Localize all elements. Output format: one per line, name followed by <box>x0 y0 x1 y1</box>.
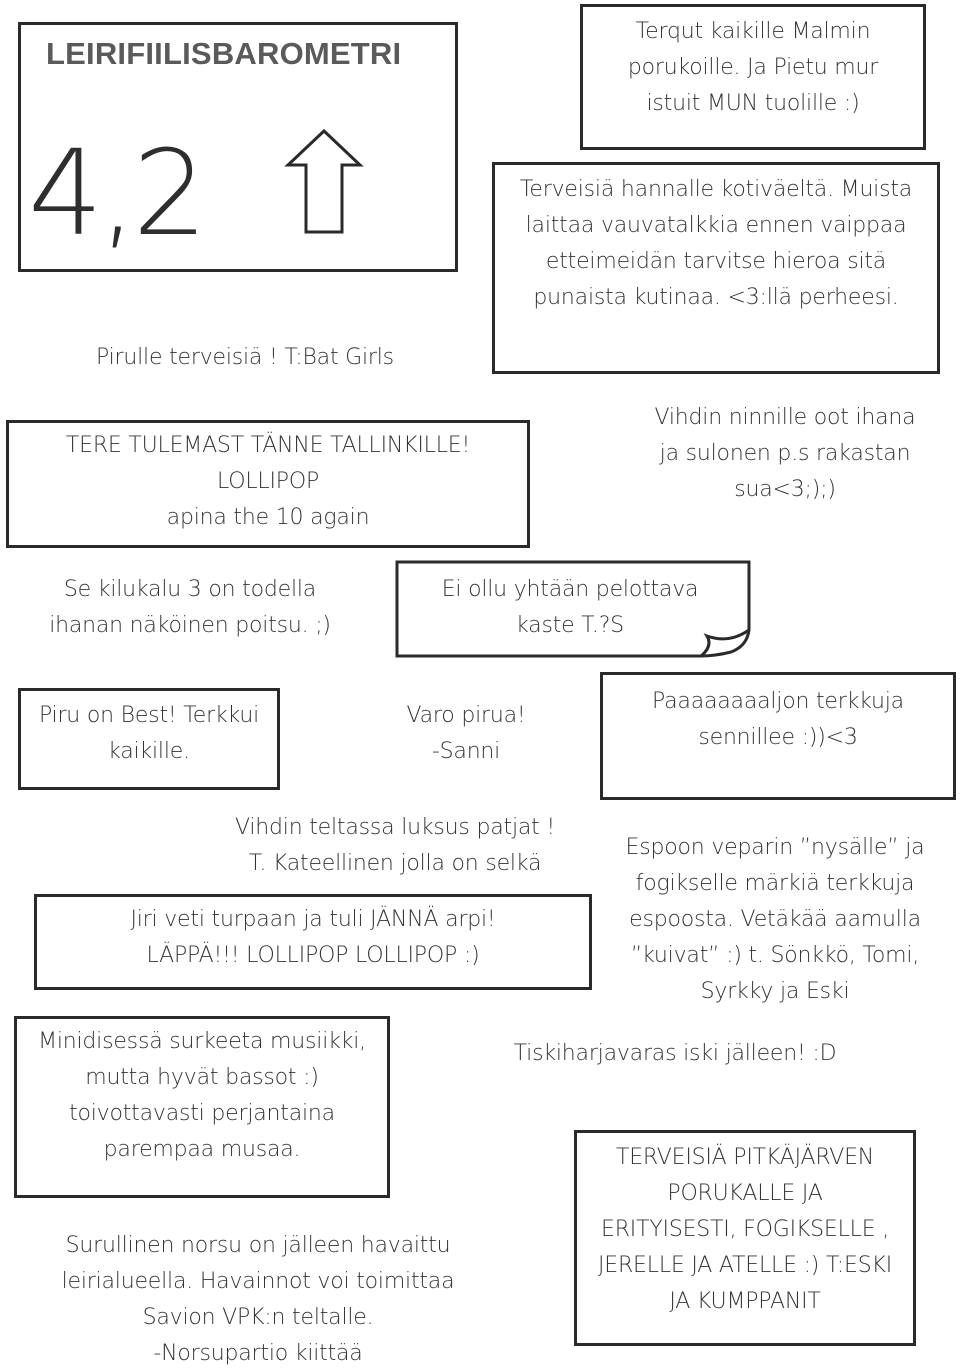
message-pirulle: Pirulle terveisiä ! T:Bat Girls <box>96 345 394 370</box>
message-teltassa: Vihdin teltassa luksus patjat ! T. Kateellinen jolla on selkä <box>235 815 555 876</box>
barometer-score: 4,2 <box>28 124 204 262</box>
message-tallinkille: TERE TULEMAST TÄNNE TALLINKILLE! LOLLIPOP apina the 10 again <box>65 433 471 530</box>
message-varo: Varo pirua! -Sanni <box>406 703 526 764</box>
message-kilukalu: Se kilukalu 3 on todella ihanan näköinen poitsu. ;) <box>49 577 331 638</box>
message-tiskiharja: Tiskiharjavaras iski jälleen! :D <box>513 1041 837 1066</box>
up-arrow-icon <box>284 128 364 236</box>
message-minidisessa: Minidisessä surkeeta musiikki, mutta hyvät bassot :) toivottavasti perjantaina parempaa musaa. <box>38 1029 366 1162</box>
message-malmi: Terqut kaikille Malmin porukoille. Ja Pietu mur istuit MUN tuolille :) <box>627 19 879 116</box>
message-norsu: Surullinen norsu on jälleen havaittu leirialueella. Havainnot voi toimittaa Savion VPK:n teltalle. -Norsupartio kiittää <box>61 1233 455 1366</box>
message-kaste: Ei ollu yhtään pelottava kaste T.?S <box>441 577 699 638</box>
message-ninnille: Vihdin ninnille oot ihana ja sulonen p.s rakastan sua<3;);) <box>654 405 916 502</box>
message-espoon: Espoon veparin ”nysälle” ja fogikselle märkiä terkkuja espoosta. Vetäkää aamulla ”kuivat” :) t. Sönkkö, Tomi, Syrkky ja Eski <box>625 835 925 1004</box>
barometer-title: LEIRIFIILISBAROMETRI <box>46 36 402 71</box>
message-hanna: Terveisiä hannalle kotiväeltä. Muista laittaa vauvatalkkia ennen vaippaa etteimeidän tarvitse hieroa sitä punaista kutinaa. <3:llä perheesi. <box>519 177 913 310</box>
message-jiri: Jiri veti turpaan ja tuli JÄNNÄ arpi! LÄPPÄ!!! LOLLIPOP LOLLIPOP :) <box>130 907 496 968</box>
message-paaaal: Paaaaaaaaljon terkkuja sennillee :))<3 <box>652 689 904 750</box>
message-pitkajarven: TERVEISIÄ PITKÄJÄRVEN PORUKALLE JA ERITYISESTI, FOGIKSELLE , JERELLE JA ATELLE :) T:ESKI JA KUMPPANIT <box>597 1145 893 1314</box>
message-piru: Piru on Best! Terkkui kaikille. <box>38 703 260 764</box>
